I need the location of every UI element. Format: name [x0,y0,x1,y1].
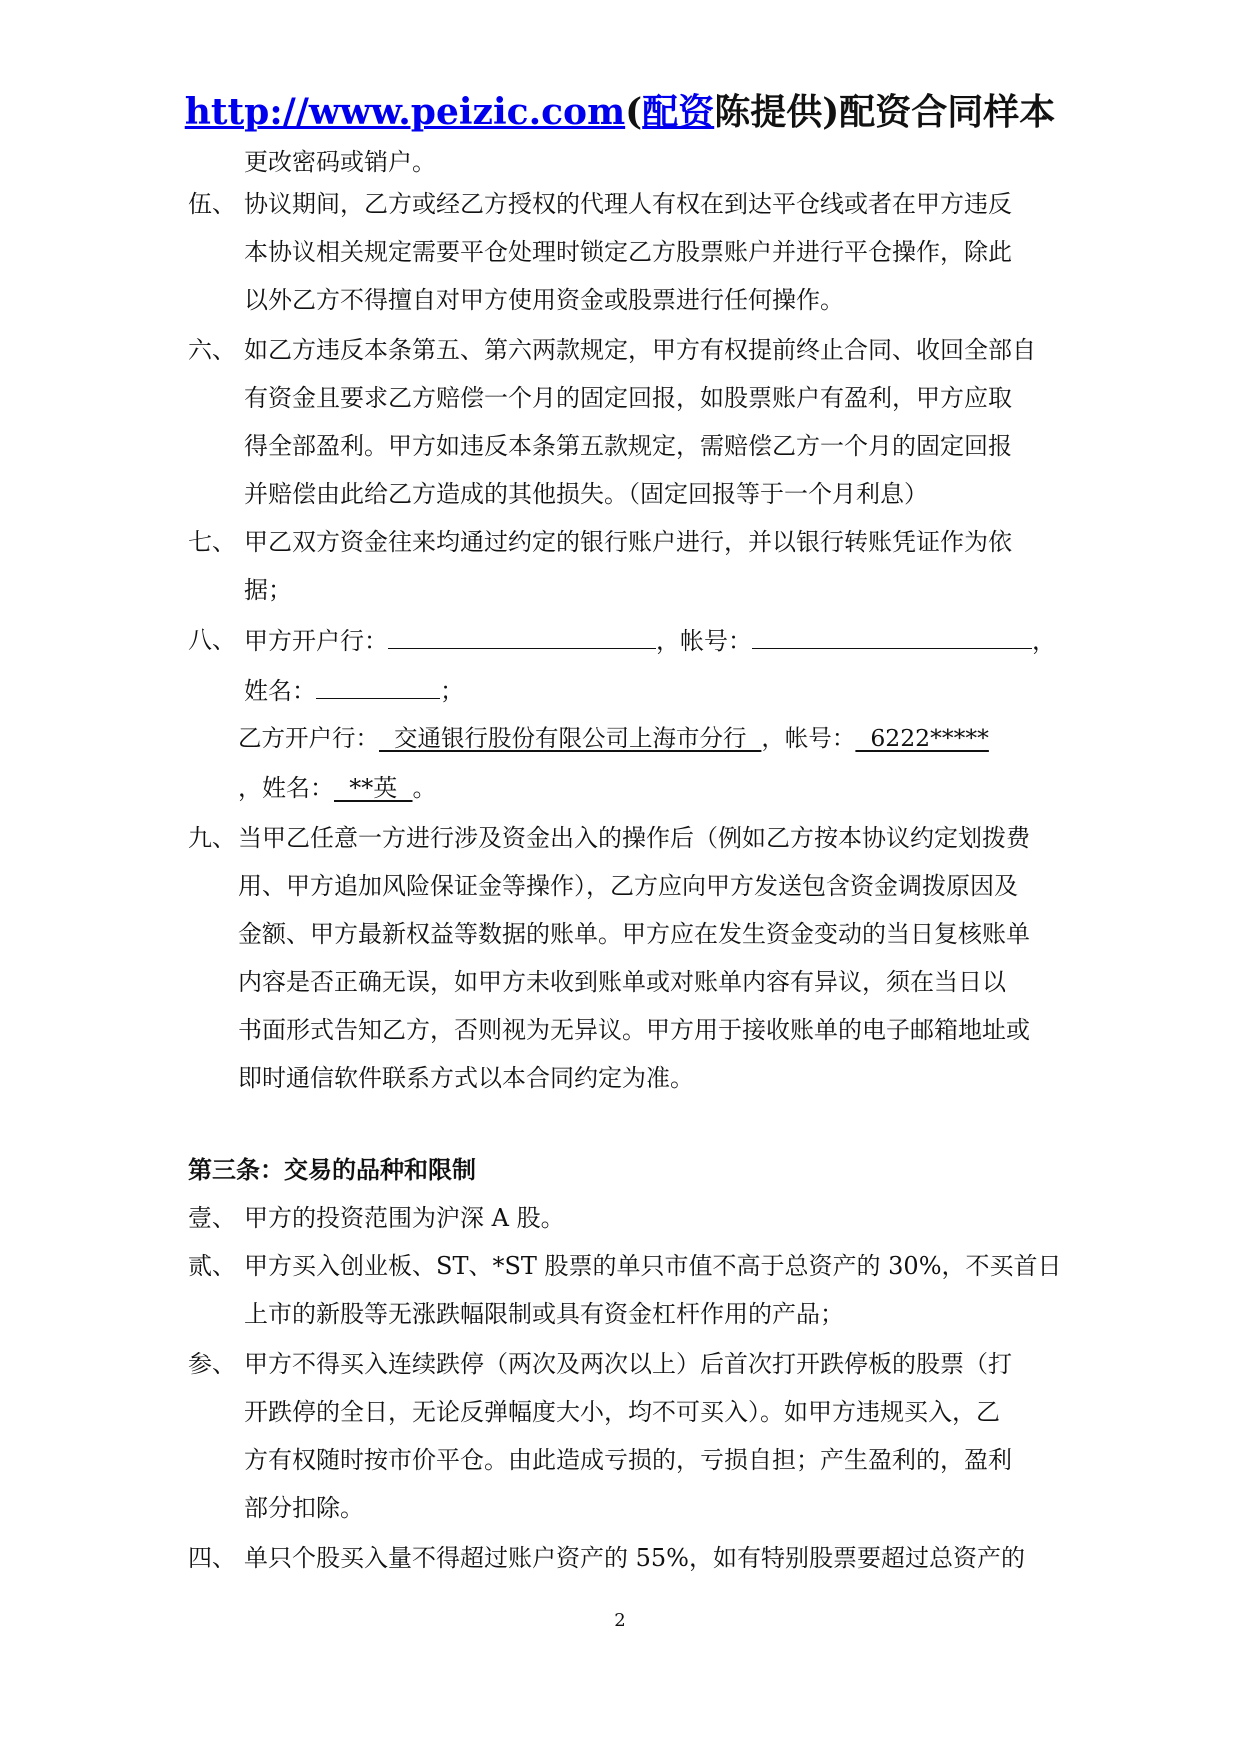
item-3-line: 部分扣除。 [244,1494,364,1522]
party-b-name-label: ，姓名： [238,774,334,802]
party-b-account-value: 6222***** [855,724,989,752]
party-a-account-label: ，帐号： [656,627,752,655]
clause-9-line: 书面形式告知乙方，否则视为无异议。甲方用于接收账单的电子邮箱地址或 [238,1016,1030,1044]
document-title [0,84,1240,135]
clause-9-line: 用、甲方追加风险保证金等操作），乙方应向甲方发送包含资金调拨原因及 [238,872,1018,900]
title-paren: ( [625,91,643,133]
item-4-number: 四、 [188,1544,236,1572]
clause-7-number: 七、 [188,528,236,556]
clause-9-number: 九、 [188,824,236,852]
party-b-name-value: **英 [334,774,413,802]
party-b-bank-value: 交通银行股份有限公司上海市分行 [379,724,762,752]
clause-9-line: 当甲乙任意一方进行涉及资金出入的操作后（例如乙方按本协议约定划拨费 [238,824,1030,852]
article-3-heading: 第三条：交易的品种和限制 [188,1156,476,1184]
clause-9-line: 内容是否正确无误，如甲方未收到账单或对账单内容有异议，须在当日以 [238,968,1006,996]
site-url-link[interactable]: http://www.peizic.com [184,91,626,133]
party-a-bank-row [244,624,1056,657]
item-1-line: 甲方的投资范围为沪深 A 股。 [244,1204,565,1232]
clause-7-line: 甲乙双方资金往来均通过约定的银行账户进行，并以银行转账凭证作为依 [244,528,1012,556]
clause-6-number: 六、 [188,336,236,364]
party-a-bank-label: 甲方开户行： [244,627,388,655]
item-3-line: 方有权随时按市价平仓。由此造成亏损的，亏损自担；产生盈利的，盈利 [244,1446,1012,1474]
clause-6-line: 如乙方违反本条第五、第六两款规定，甲方有权提前终止合同、收回全部自 [244,336,1036,364]
clause-9-line: 金额、甲方最新权益等数据的账单。甲方应在发生资金变动的当日复核账单 [238,920,1030,948]
peizi-link[interactable]: 配资 [642,91,715,133]
item-2-number: 贰、 [188,1252,236,1280]
item-2-line: 甲方买入创业板、ST、*ST 股票的单只市值不高于总资产的 30%，不买首日 [244,1252,1062,1280]
item-3-number: 参、 [188,1350,236,1378]
party-b-account-label: ，帐号： [761,724,856,752]
clause-6-line: 有资金且要求乙方赔偿一个月的固定回报，如股票账户有盈利，甲方应取 [244,384,1012,412]
party-a-name-trail: ； [440,677,464,705]
clause-4-tail: 更改密码或销户。 [244,148,436,176]
clause-5-line: 协议期间，乙方或经乙方授权的代理人有权在到达平仓线或者在甲方违反 [244,190,1012,218]
party-a-name-row [244,674,464,707]
clause-8-number: 八、 [188,626,236,654]
party-a-name-label: 姓名： [244,677,316,705]
party-a-bank-blank [388,624,656,649]
clause-5-line: 以外乙方不得擅自对甲方使用资金或股票进行任何操作。 [244,286,844,314]
party-b-bank-label: 乙方开户行： [238,724,379,752]
clause-6-line: 并赔偿由此给乙方造成的其他损失。（固定回报等于一个月利息） [244,480,928,508]
clause-5-line: 本协议相关规定需要平仓处理时锁定乙方股票账户并进行平仓操作，除此 [244,238,1012,266]
party-b-bank-row [238,722,989,754]
item-1-number: 壹、 [188,1204,236,1232]
item-4-line: 单只个股买入量不得超过账户资产的 55%，如有特别股票要超过总资产的 [244,1544,1025,1572]
party-b-trail: 。 [412,774,437,802]
item-3-line: 开跌停的全日，无论反弹幅度大小，均不可买入）。如甲方违规买入，乙 [244,1398,1000,1426]
clause-9-line: 即时通信软件联系方式以本合同约定为准。 [238,1064,694,1092]
party-a-account-blank [752,624,1032,649]
party-a-name-blank [316,674,440,699]
clause-6-line: 得全部盈利。甲方如违反本条第五款规定，需赔偿乙方一个月的固定回报 [244,432,1012,460]
party-a-trail: ， [1032,627,1056,655]
item-2-line: 上市的新股等无涨跌幅限制或具有资金杠杆作用的产品； [244,1300,844,1328]
party-b-name-row [238,772,437,804]
item-3-line: 甲方不得买入连续跌停（两次及两次以上）后首次打开跌停板的股票（打 [244,1350,1012,1378]
clause-7-line: 据； [244,576,292,604]
clause-5-number: 伍、 [188,190,236,218]
page-number: 2 [614,1610,626,1631]
title-rest: 陈提供)配资合同样本 [714,91,1056,133]
